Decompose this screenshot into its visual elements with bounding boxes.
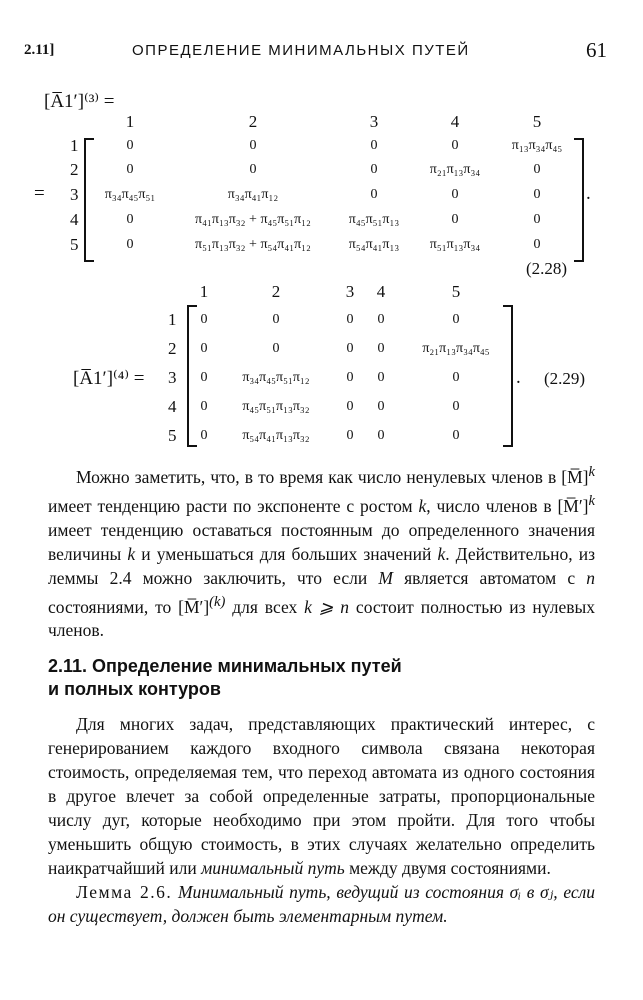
column-header: 1 — [125, 112, 135, 131]
matrix-228-label: [A̅1′]⁽³⁾ = — [44, 91, 115, 112]
section-heading-line-1: 2.11. Определение минимальных путей — [48, 656, 402, 676]
row-label: 2 — [70, 160, 79, 179]
matrix-cell: 0 — [452, 428, 460, 443]
row-label: 5 — [168, 426, 177, 445]
matrix-cell: 0 — [377, 428, 385, 443]
matrix-cell: 0 — [377, 370, 385, 385]
matrix-229-label: [A̅1′]⁽⁴⁾ = — [73, 368, 145, 389]
matrix-228-terminator: . — [586, 183, 591, 204]
column-header: 5 — [451, 282, 461, 301]
matrix-cell: 0 — [370, 187, 378, 202]
matrix-cell: 0 — [126, 237, 134, 252]
matrix-cell: 0 — [533, 187, 541, 202]
row-label: 5 — [70, 235, 79, 254]
paragraph-nonzero-terms: Можно заметить, что, в то время как число ненулевых членов в [M̅]$^k$ имеет тенденцию расти по экспоненте с ростом k, число членов в [M̅′]$^k$ имеет тенденцию оставаться постоянным до определенного значения величины k и уменьшаться для больших значений k. Действительно, из леммы 2.4 можно заключить, что если M является автоматом с n состояниями, то [M̅′]$^{(k)}$ для всех k ⩾ n состоит полностью из нулевых членов. — [48, 464, 596, 641]
column-header: 4 — [450, 112, 460, 131]
matrix-229-right-bracket — [503, 305, 513, 447]
matrix-cell: 0 — [377, 399, 385, 414]
matrix-cell: 0 — [346, 370, 354, 385]
lemma-text: Минимальный путь, ведущий из состояния σᵢ в σⱼ, если он существует, должен быть элементарным путем. — [48, 882, 596, 926]
matrix-cell: 0 — [249, 162, 257, 177]
matrix-cell: 0 — [533, 237, 541, 252]
matrix-cell: 0 — [451, 187, 459, 202]
matrix-cell: π₅₁π₁₃π₃₄ — [429, 237, 481, 252]
matrix-cell: π₃₄π₄₅π₅₁π₁₂ — [242, 370, 310, 385]
matrix-228-left-bracket — [84, 138, 94, 262]
matrix-cell: 0 — [533, 212, 541, 227]
matrix-228-right-bracket — [574, 138, 584, 262]
matrix-cell: 0 — [346, 312, 354, 327]
matrix-cell: π₅₄π₄₁π₁₃ — [348, 237, 400, 252]
matrix-cell: 0 — [249, 138, 257, 153]
matrix-cell: 0 — [126, 138, 134, 153]
row-label: 2 — [168, 339, 177, 358]
row-label: 3 — [168, 368, 177, 387]
matrix-cell: π₃₄π₄₁π₁₂ — [227, 187, 279, 202]
matrix-cell: π₂₁π₁₃π₃₄π₄₅ — [422, 341, 490, 356]
matrix-cell: π₄₅π₅₁π₁₃ — [348, 212, 400, 227]
matrix-cell: 0 — [200, 370, 208, 385]
matrix-cell: 0 — [200, 312, 208, 327]
matrix-cell: 0 — [533, 162, 541, 177]
column-header: 5 — [532, 112, 542, 131]
row-label: 4 — [70, 210, 79, 229]
matrix-cell: 0 — [346, 341, 354, 356]
matrix-cell: π₃₄π₄₅π₅₁ — [104, 187, 156, 202]
column-header: 2 — [248, 112, 258, 131]
equation-number-228: (2.28) — [526, 259, 568, 278]
row-label: 1 — [70, 136, 79, 155]
matrix-cell: 0 — [126, 162, 134, 177]
matrix-cell: 0 — [377, 312, 385, 327]
matrix-cell: 0 — [452, 312, 460, 327]
lemma-label: Лемма 2.6. — [76, 882, 173, 902]
matrix-cell: 0 — [272, 341, 280, 356]
column-header: 4 — [376, 282, 386, 301]
paragraph-minimal-path: Для многих задач, представляющих практический интерес, с генерированием каждого входного символа связана некоторая стоимость, определяемая тем, что переход автомата из одного состояния в другое влечет за собой определенные затраты, пропорциональные числу дуг, которые необходимо при этом пройти. Для того чтобы уменьшить общую стоимость, в этих случаях желательно определить наикратчайший или минимальный путь между двумя состояниями. — [48, 714, 595, 878]
page-number: 61 — [586, 38, 607, 62]
matrix-cell: 0 — [200, 399, 208, 414]
matrix-cell: π₄₅π₅₁π₁₃π₃₂ — [242, 399, 310, 414]
header-section-number: 2.11] — [24, 42, 55, 58]
matrix-cell: 0 — [377, 341, 385, 356]
column-header: 2 — [271, 282, 281, 301]
header-title: ОПРЕДЕЛЕНИЕ МИНИМАЛЬНЫХ ПУТЕЙ — [132, 42, 470, 59]
matrix-cell: 0 — [451, 212, 459, 227]
column-header: 1 — [199, 282, 209, 301]
equation-number-229: (2.29) — [544, 369, 586, 388]
matrix-cell: 0 — [370, 138, 378, 153]
column-header: 3 — [369, 112, 379, 131]
lemma-2-6 — [48, 880, 595, 928]
matrix-cell: 0 — [272, 312, 280, 327]
matrix-229-left-bracket — [187, 305, 197, 447]
row-label: 1 — [168, 310, 177, 329]
matrix-229-terminator: . — [516, 367, 521, 388]
section-heading — [48, 655, 608, 701]
matrix-cell: 0 — [200, 341, 208, 356]
matrix-cell: 0 — [370, 162, 378, 177]
matrix-cell: π₁₃π₃₄π₄₅ — [511, 138, 563, 153]
matrix-cell: 0 — [451, 138, 459, 153]
matrix-cell: π₂₁π₁₃π₃₄ — [429, 162, 481, 177]
matrix-cell: 0 — [200, 428, 208, 443]
matrix-cell: 0 — [346, 399, 354, 414]
row-label: 3 — [70, 185, 79, 204]
matrix-cell: 0 — [452, 399, 460, 414]
matrix-cell: 0 — [346, 428, 354, 443]
section-heading-line-2: и полных контуров — [48, 679, 221, 699]
matrix-cell: π₅₄π₄₁π₁₃π₃₂ — [242, 428, 310, 443]
matrix-cell: 0 — [126, 212, 134, 227]
column-header: 3 — [345, 282, 355, 301]
row-label: 4 — [168, 397, 177, 416]
matrix-cell: π₄₁π₁₃π₃₂ + π₄₅π₅₁π₁₂ — [195, 212, 311, 227]
matrix-228-eq-sign: = — [34, 183, 45, 204]
matrix-cell: π₅₁π₁₃π₃₂ + π₅₄π₄₁π₁₂ — [195, 237, 311, 252]
matrix-cell: 0 — [452, 370, 460, 385]
running-header — [24, 38, 607, 66]
